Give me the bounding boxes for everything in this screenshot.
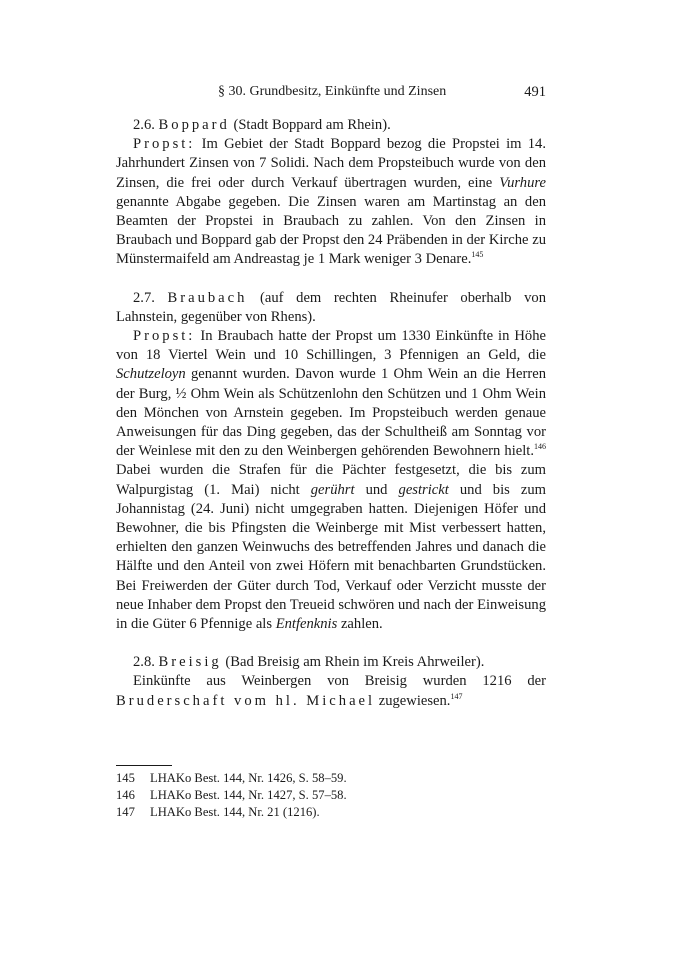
brotherhood-name: Bruderschaft vom hl. Michael [116, 692, 376, 709]
place-name: Braubach [167, 289, 248, 306]
section-number: 2.6. [133, 117, 155, 133]
section-heading-boppard [116, 116, 546, 135]
footnote [116, 770, 546, 787]
section-number: 2.8. [133, 654, 155, 671]
term-gestrickt: gestrickt [398, 481, 449, 498]
header-title: § 30. Grundbesitz, Einkünfte und Zinsen [218, 84, 447, 99]
footnote-number: 145 [116, 771, 135, 785]
footnote-ref: 147 [450, 691, 463, 701]
paragraph-boppard [116, 135, 546, 269]
term-schutzeloyn: Schutzeloyn [116, 366, 186, 383]
place-location: (Bad Breisig am Rhein im Kreis Ahrweiler). [221, 654, 485, 671]
text-run: und bis zum Johannistag (24. Juni) nicht umgegraben hatten. Diejenigen Höfer und Bewohner, die bis Pfingsten die Weinberge mit Mist verbessert hatten, erhielten den ganzen Weinwuchs des betreffenden Jahres und danach die Hälfte und den Anteil von zwei Höfern mit benachbarten Grundstücken. Bei Freiwerden der Güter durch Tod, Verkauf oder Verzicht musste der neue Inhaber dem Propst den Treueid schwören und nach der Einweisung in die Güter 6 Pfennige als [116, 481, 546, 633]
term-entfenknis: Entfenknis [275, 616, 338, 633]
place-location: (Stadt Boppard am Rhein). [229, 117, 391, 133]
section-heading-braubach [116, 289, 546, 327]
footnotes [116, 770, 546, 821]
paragraph-breisig [116, 672, 546, 710]
text-run: zugewiesen. [375, 692, 451, 709]
propst-label: Propst: [133, 328, 196, 345]
footnote [116, 804, 546, 821]
text-run: Einkünfte aus Weinbergen von Breisig wurden 1216 der [133, 673, 546, 690]
text-run: Dabei wurden die Strafen für die Pächter festgesetzt, die bis zum Walpurgistag (1. Mai) nicht [116, 462, 546, 498]
footnote-text: LHAKo Best. 144, Nr. 21 (1216). [150, 805, 320, 819]
footnote-ref: 146 [534, 442, 546, 452]
place-name: Boppard [158, 117, 230, 133]
footnote-text: LHAKo Best. 144, Nr. 1426, S. 58–59. [150, 771, 347, 785]
running-header [116, 84, 546, 104]
footnote-number: 147 [116, 805, 135, 819]
footnote-text: LHAKo Best. 144, Nr. 1427, S. 57–58. [150, 788, 347, 802]
text-run: genannt wurden. Davon wurde 1 Ohm Wein an die Herren der Burg, ½ Ohm Wein als Schützenlohn den Schützen und 1 Ohm Wein den Mönchen von Arnstein gegeben. Im Propsteibuch werden genaue Anweisungen für das Ding gegeben, das der Schultheiß am Sonntag vor der Weinlese mit den zu den Weinbergen gehörenden Bewohnern hielt. [116, 366, 546, 460]
text-run: In Braubach hatte der Propst um 1330 Einkünfte in Höhe von 18 Viertel Wein und 10 Schillingen, 3 Pfennigen an Geld, die [116, 328, 546, 364]
footnote-number: 146 [116, 788, 135, 802]
place-name: Breisig [158, 654, 222, 671]
section-heading-breisig [116, 653, 546, 672]
section-number: 2.7. [133, 289, 155, 306]
footnote-separator [116, 765, 172, 766]
term-geruhrt: gerührt [310, 481, 355, 498]
text-run: Im Gebiet der Stadt Boppard bezog die Propstei im 14. Jahrhundert Zinsen von 7 Solidi. Nach dem Propsteibuch wurde von den Zinsen, die frei oder durch Verkauf übertragen wurden, eine [116, 136, 546, 191]
page-number: 491 [524, 84, 546, 100]
footnote [116, 787, 546, 804]
term-vurhure: Vurhure [499, 174, 546, 191]
propst-label: Propst: [133, 136, 196, 153]
footnote-ref: 145 [471, 250, 484, 260]
place-location: (auf dem rechten Rheinufer oberhalb von Lahnstein, gegenüber von Rhens). [116, 289, 546, 325]
text-run: zahlen. [337, 616, 383, 633]
paragraph-braubach [116, 327, 546, 634]
main-text [116, 116, 546, 711]
text-run: genannte Abgabe gegeben. Die Zinsen waren am Martinstag an den Beamten der Propstei in Braubach zu zahlen. Von den Zinsen in Braubach und Boppard gab der Propst den 24 Präbenden in der Kirche zu Münstermaifeld am Andreastag je 1 Mark weniger 3 Denare. [116, 193, 546, 268]
text-run: und [354, 481, 399, 498]
